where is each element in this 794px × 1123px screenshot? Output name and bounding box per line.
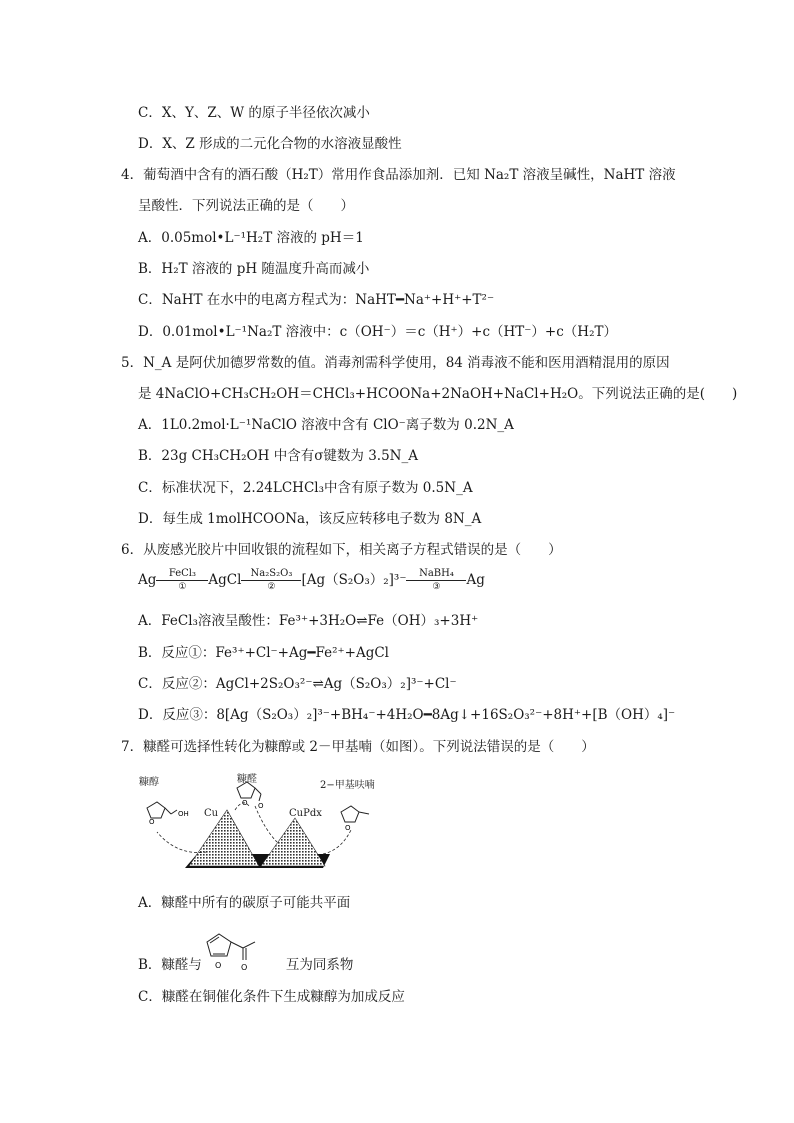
svg-text:O: O — [241, 963, 248, 972]
flow-reagent-1: FeCl₃ — [168, 568, 196, 579]
q5-option-d: D．每生成 1molHCOONa，该反应转移电子数为 8N_A — [138, 511, 482, 527]
q5-option-c: C．标准状况下，2.24LCHCl₃中含有原子数为 0.5N_A — [138, 480, 473, 496]
methylfuran-structure — [341, 806, 369, 822]
furan-o-label-2: O — [242, 799, 248, 807]
q5-option-b: B．23g CH₃CH₂OH 中含有σ键数为 3.5N_A — [138, 448, 418, 464]
label-furfuryl-alcohol: 糠醇 — [139, 777, 159, 788]
q4-stem-line1: 4．葡萄酒中含有的酒石酸（H₂T）常用作食品添加剂．已知 Na₂T 溶液呈碱性，NaHT 溶液 — [121, 167, 676, 183]
arrow-to-alcohol — [157, 832, 207, 853]
catalysis-figure — [137, 770, 395, 874]
arrow-to-methylfuran — [323, 830, 351, 854]
flow-arrow-1 — [156, 569, 208, 592]
aldehyde-o-label: O — [258, 802, 264, 810]
q4-option-b: B．H₂T 溶液的 pH 随温度升高而减小 — [138, 261, 370, 277]
flow-step-2: ② — [267, 582, 276, 592]
svg-text:O: O — [215, 961, 222, 970]
flow-complex: [Ag（S₂O₃）₂]³⁻ — [301, 572, 407, 588]
oh-label: OH — [178, 810, 189, 818]
q6-option-c: C．反应②：AgCl+2S₂O₃²⁻⇌Ag（S₂O₃）₂]³⁻+Cl⁻ — [138, 676, 457, 692]
q5-stem-line1: 5．N_A 是阿伏加德罗常数的值。消毒剂需科学使用，84 消毒液不能和医用酒精混用的原因 — [121, 355, 670, 371]
acetylfuran-structure — [199, 928, 279, 972]
q7-option-c: C．糠醛在铜催化条件下生成糠醇为加成反应 — [138, 989, 405, 1005]
flow-ag-end: Ag — [466, 572, 485, 588]
furan-o-label-1: O — [149, 818, 155, 826]
label-cu: Cu — [204, 808, 219, 819]
q5-stem-line2: 是 4NaClO+CH₃CH₂OH＝CHCl₃+HCOONa+2NaOH+NaCl+H₂O。下列说法正确的是( ) — [138, 386, 738, 402]
q6-stem: 6．从废感光胶片中回收银的流程如下，相关离子方程式错误的是（ ） — [121, 542, 562, 558]
cupd-pyramid — [261, 818, 325, 866]
flow-reagent-2: Na₂S₂O₃ — [250, 568, 293, 579]
q4-option-d: D．0.01mol•L⁻¹Na₂T 溶液中：c（OH⁻）＝c（H⁺）+c（HT⁻）+c（H₂T） — [138, 324, 617, 340]
furan-o-label-3: O — [345, 824, 351, 832]
flow-step-1: ① — [178, 582, 187, 592]
q7-option-b-prefix: B．糠醛与 — [138, 957, 202, 973]
q6-option-d: D．反应③：8[Ag（S₂O₃）₂]³⁻+BH₄⁻+4H₂O━8Ag↓+16S₂O₃²⁻+8H⁺+[B（OH）₄]⁻ — [138, 707, 676, 723]
label-2-methylfuran: 2−甲基呋喃 — [320, 780, 375, 791]
q6-flow — [138, 568, 485, 592]
q6-option-b: B．反应①：Fe³⁺+Cl⁻+Ag━Fe²⁺+AgCl — [138, 645, 389, 661]
q7-stem: 7．糠醛可选择性转化为糠醇或 2－甲基喃（如图）。下列说法错误的是（ ） — [121, 739, 595, 755]
furfuryl-alcohol-structure — [147, 802, 177, 818]
flow-step-3: ③ — [432, 582, 441, 592]
label-cupdx: CuPdx — [289, 808, 322, 819]
q3-option-c: C．X、Y、Z、W 的原子半径依次减小 — [138, 105, 370, 121]
flow-arrow-2 — [241, 569, 301, 592]
q5-option-a: A．1L0.2mol·L⁻¹NaClO 溶液中含有 ClO⁻离子数为 0.2N_A — [138, 417, 514, 433]
label-furfural: 糠醛 — [237, 774, 257, 785]
flow-agcl: AgCl — [208, 572, 242, 588]
q7-option-b-suffix: 互为同系物 — [285, 957, 354, 973]
flow-reagent-3: NaBH₄ — [419, 568, 454, 579]
flow-arrow-3 — [406, 569, 466, 592]
q7-option-a: A．糠醛中所有的碳原子可能共平面 — [138, 895, 351, 911]
flow-ag-start: Ag — [138, 572, 157, 588]
q4-option-c: C．NaHT 在水中的电离方程式为：NaHT━Na⁺+H⁺+T²⁻ — [138, 292, 495, 308]
q3-option-d: D．X、Z 形成的二元化合物的水溶液显酸性 — [138, 136, 402, 152]
cu-pyramid — [189, 810, 259, 866]
q6-option-a: A．FeCl₃溶液呈酸性：Fe³⁺+3H₂O⇌Fe（OH）₃+3H⁺ — [138, 613, 479, 629]
q4-stem-line2: 呈酸性．下列说法正确的是（ ） — [138, 198, 354, 214]
arrow-from-aldehyde-right — [255, 806, 277, 842]
q4-option-a: A．0.05mol•L⁻¹H₂T 溶液的 pH＝1 — [138, 230, 364, 246]
